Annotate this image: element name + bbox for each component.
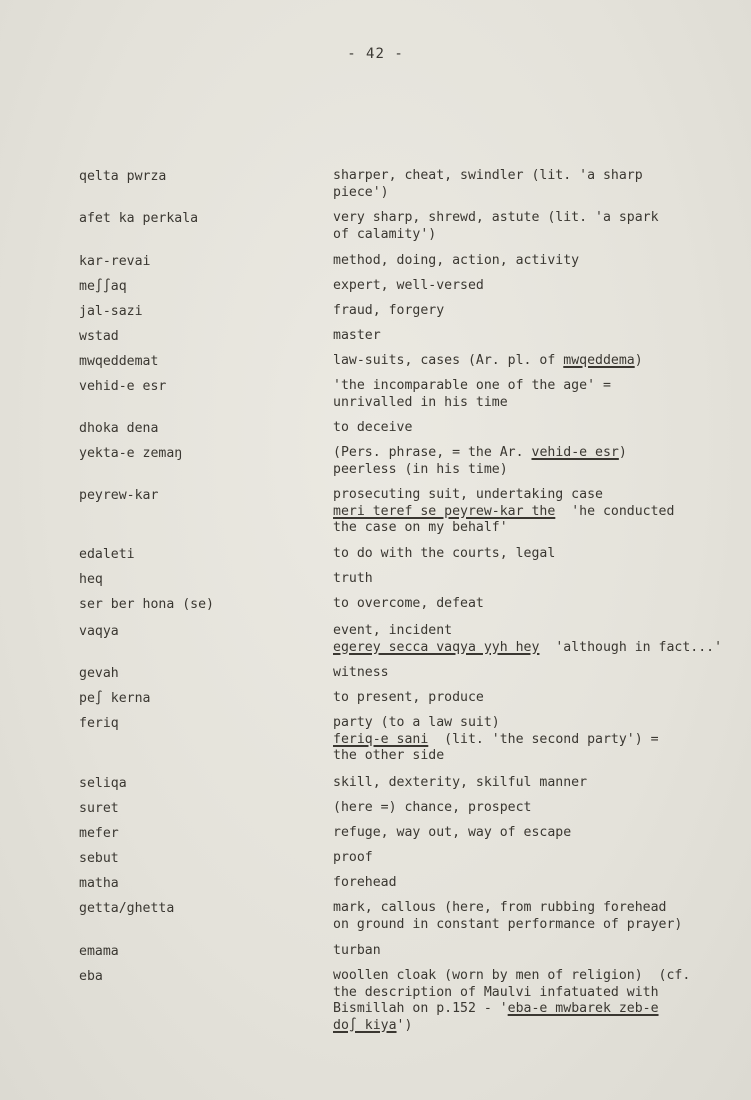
glossary-term: me∫∫aq	[79, 279, 127, 294]
definition-text: 'the incomparable one of the age' = unrivalled in his time	[333, 378, 611, 410]
glossary-term: wstad	[79, 329, 119, 344]
glossary-definition	[333, 775, 743, 792]
glossary-definition	[333, 353, 743, 370]
glossary-definition	[333, 596, 743, 613]
glossary-definition	[333, 253, 743, 270]
glossary-term: getta/ghetta	[79, 901, 175, 916]
glossary-term: yekta-e zemaŋ	[79, 446, 183, 461]
definition-text: )	[634, 353, 643, 368]
glossary-definition	[333, 825, 743, 842]
glossary-definition	[333, 875, 743, 892]
definition-text: party (to a law suit)	[333, 715, 500, 730]
definition-text: prosecuting suit, undertaking case	[333, 487, 603, 502]
glossary-definition	[333, 571, 743, 588]
underlined-example: egerey secca vaqya yyh hey	[333, 639, 540, 655]
underlined-example: feriq-e sani	[333, 731, 429, 747]
glossary-term: feriq	[79, 716, 119, 731]
glossary-term: eba	[79, 969, 103, 984]
glossary-definition	[333, 968, 743, 1034]
definition-text: expert, well-versed	[333, 278, 484, 293]
glossary-term: heq	[79, 572, 103, 587]
underlined-example: eba-e mwbarek zeb-e do∫ kiya	[333, 1001, 659, 1033]
definition-text: skill, dexterity, skilful manner	[333, 775, 588, 790]
definition-text: ) peerless (in his time)	[333, 445, 627, 477]
page-number: - 42 -	[347, 46, 404, 62]
underlined-example: meri teref se peyrew-kar the	[333, 503, 556, 519]
definition-text: (Pers. phrase, = the Ar.	[333, 445, 532, 460]
glossary-term: dhoka dena	[79, 421, 159, 436]
glossary-term: seliqa	[79, 776, 127, 791]
definition-text: witness	[333, 665, 389, 680]
definition-text: ')	[396, 1017, 413, 1033]
glossary-term: pe∫ kerna	[79, 691, 151, 706]
glossary-term: afet ka perkala	[79, 211, 199, 226]
definition-text: forehead	[333, 875, 397, 890]
glossary-term: kar-revai	[79, 254, 151, 269]
definition-text: to deceive	[333, 420, 413, 435]
glossary-term: vaqya	[79, 624, 119, 639]
glossary-definition	[333, 690, 743, 707]
glossary-definition	[333, 445, 743, 478]
glossary-term: suret	[79, 801, 119, 816]
definition-text: woollen cloak (worn by men of religion) (cf. the description of Maulvi infatuated with Bismillah on p.152 - '	[333, 968, 691, 1016]
definition-text: (lit. 'the second party') = the other side	[333, 731, 659, 763]
underlined-example: vehid-e esr	[531, 445, 619, 460]
glossary-term: matha	[79, 876, 119, 891]
glossary-term: vehid-e esr	[79, 379, 167, 394]
definition-text: proof	[333, 850, 373, 865]
glossary-definition	[333, 546, 743, 563]
definition-text: to present, produce	[333, 690, 484, 705]
glossary-term: mefer	[79, 826, 119, 841]
glossary-term: peyrew-kar	[79, 488, 159, 503]
definition-text: (here =) chance, prospect	[333, 800, 532, 815]
definition-text: sharper, cheat, swindler (lit. 'a sharp piece')	[333, 168, 643, 200]
definition-text: 'he conducted the case on my behalf'	[333, 503, 675, 535]
definition-text: master	[333, 328, 381, 343]
definition-text: method, doing, action, activity	[333, 253, 580, 268]
glossary-definition	[333, 900, 743, 933]
glossary-definition	[333, 943, 743, 960]
definition-text: to do with the courts, legal	[333, 546, 556, 561]
definition-text: very sharp, shrewd, astute (lit. 'a spark of calamity')	[333, 210, 659, 242]
underlined-example: mwqeddema	[563, 353, 635, 368]
glossary-definition	[333, 850, 743, 867]
glossary-term: emama	[79, 944, 119, 959]
glossary-term: gevah	[79, 666, 119, 681]
definition-text: 'although in fact...'	[539, 639, 723, 655]
definition-text: to overcome, defeat	[333, 596, 484, 611]
glossary-definition	[333, 210, 743, 243]
glossary-term: edaleti	[79, 547, 135, 562]
definition-text: turban	[333, 943, 381, 958]
glossary-term: jal-sazi	[79, 304, 143, 319]
definition-text: truth	[333, 571, 373, 586]
glossary-definition	[333, 303, 743, 320]
definition-text: event, incident	[333, 623, 453, 638]
glossary-definition	[333, 623, 743, 656]
glossary-definition	[333, 715, 743, 765]
glossary-term: sebut	[79, 851, 119, 866]
glossary-term: qelta pwrza	[79, 169, 167, 184]
glossary-definition	[333, 420, 743, 437]
glossary-term: mwqeddemat	[79, 354, 159, 369]
glossary-definition	[333, 278, 743, 295]
glossary-definition	[333, 378, 743, 411]
glossary-definition	[333, 168, 743, 201]
glossary-term: ser ber hona (se)	[79, 597, 214, 612]
definition-text: refuge, way out, way of escape	[333, 825, 572, 840]
definition-text: fraud, forgery	[333, 303, 445, 318]
glossary-definition	[333, 487, 743, 537]
glossary-definition	[333, 800, 743, 817]
definition-text: law-suits, cases (Ar. pl. of	[333, 353, 564, 368]
definition-text: mark, callous (here, from rubbing forehead on ground in constant performance of prayer)	[333, 900, 683, 932]
glossary-definition	[333, 665, 743, 682]
glossary-definition	[333, 328, 743, 345]
